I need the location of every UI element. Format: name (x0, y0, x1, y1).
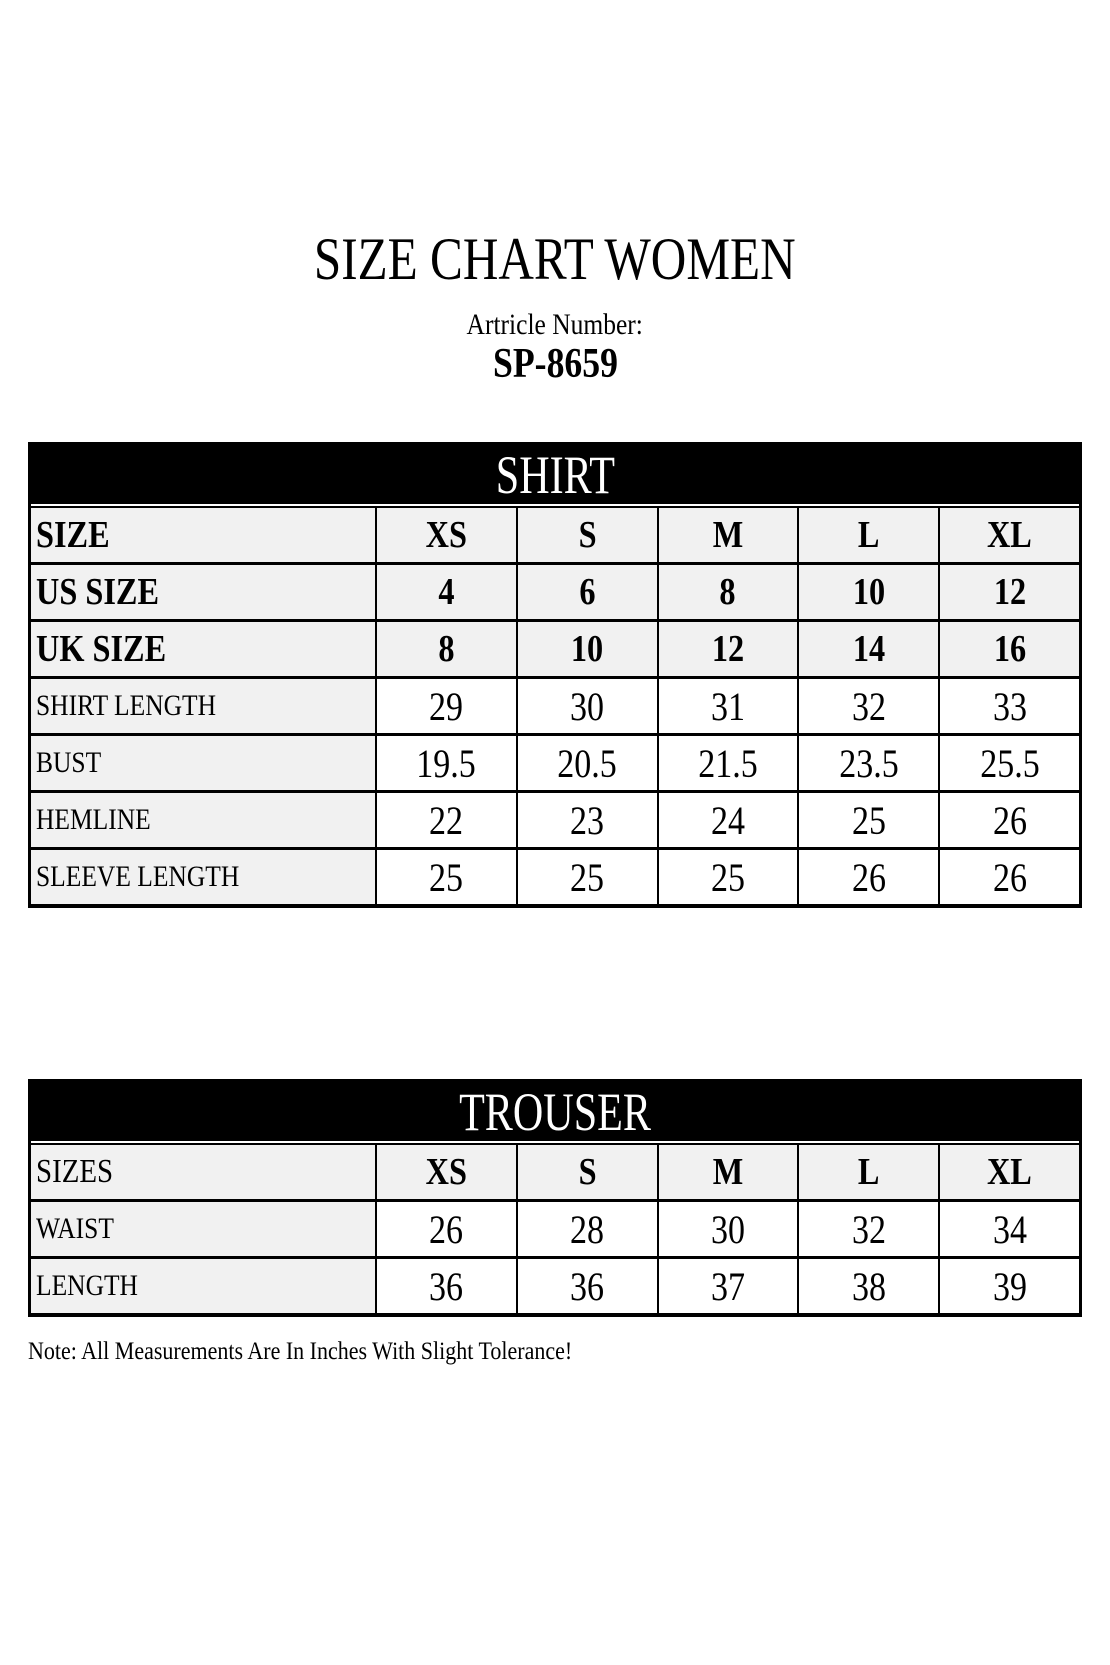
row-label: HEMLINE (36, 803, 151, 836)
value-cell: 21.5 (657, 736, 798, 790)
value-cell: 25 (516, 850, 657, 904)
shirt-table-banner: SHIRT (31, 445, 1079, 506)
value-cell: S (516, 508, 657, 562)
table-row (31, 1256, 1079, 1313)
row-label: SHIRT LENGTH (36, 689, 217, 722)
row-label: LENGTH (36, 1269, 138, 1302)
table-row (31, 847, 1079, 904)
article-number-label: Artricle Number: (466, 308, 644, 341)
value-cell: 19.5 (375, 736, 516, 790)
table-row (31, 1199, 1079, 1256)
value-cell: 36 (375, 1259, 516, 1313)
shirt-size-table (28, 442, 1082, 908)
value-cell: 23 (516, 793, 657, 847)
value-cell: 38 (797, 1259, 938, 1313)
value-cell: 10 (516, 622, 657, 676)
value-cell: 28 (516, 1202, 657, 1256)
value-cell: 25.5 (938, 736, 1079, 790)
row-label-cell (31, 850, 375, 904)
row-label-cell (31, 1145, 375, 1199)
value-cell: XS (375, 508, 516, 562)
row-label: SIZE (36, 514, 110, 556)
value-cell: 26 (938, 850, 1079, 904)
table-row (31, 733, 1079, 790)
value-cell: 22 (375, 793, 516, 847)
row-label: UK SIZE (36, 628, 167, 670)
value-cell: 6 (516, 565, 657, 619)
value-cell: 24 (657, 793, 798, 847)
value-cell: 14 (797, 622, 938, 676)
value-cell: L (797, 1145, 938, 1199)
value-cell: M (657, 508, 798, 562)
value-cell: L (797, 508, 938, 562)
value-cell: 25 (375, 850, 516, 904)
table-row (31, 506, 1079, 562)
row-label: WAIST (36, 1212, 114, 1245)
page-title: SIZE CHART WOMEN (314, 226, 796, 292)
row-label-cell (31, 679, 375, 733)
row-label-cell (31, 622, 375, 676)
trouser-table-banner: TROUSER (31, 1082, 1079, 1143)
table-row (31, 562, 1079, 619)
row-label-cell (31, 508, 375, 562)
value-cell: 29 (375, 679, 516, 733)
value-cell: XS (375, 1145, 516, 1199)
value-cell: XL (938, 1145, 1079, 1199)
value-cell: XL (938, 508, 1079, 562)
table-row (31, 619, 1079, 676)
table-row (31, 676, 1079, 733)
value-cell: 26 (797, 850, 938, 904)
value-cell: 8 (657, 565, 798, 619)
value-cell: M (657, 1145, 798, 1199)
row-label: SIZES (36, 1153, 114, 1190)
row-label: SLEEVE LENGTH (36, 860, 240, 893)
value-cell: 39 (938, 1259, 1079, 1313)
value-cell: 30 (516, 679, 657, 733)
value-cell: 8 (375, 622, 516, 676)
value-cell: S (516, 1145, 657, 1199)
row-label: US SIZE (36, 571, 159, 613)
value-cell: 33 (938, 679, 1079, 733)
value-cell: 34 (938, 1202, 1079, 1256)
value-cell: 31 (657, 679, 798, 733)
value-cell: 26 (375, 1202, 516, 1256)
value-cell: 10 (797, 565, 938, 619)
value-cell: 30 (657, 1202, 798, 1256)
row-label-cell (31, 736, 375, 790)
value-cell: 36 (516, 1259, 657, 1313)
row-label-cell (31, 1259, 375, 1313)
trouser-size-table (28, 1079, 1082, 1317)
article-number-value: SP-8659 (492, 341, 618, 387)
table-row (31, 1143, 1079, 1199)
row-label-cell (31, 565, 375, 619)
value-cell: 12 (657, 622, 798, 676)
value-cell: 32 (797, 679, 938, 733)
value-cell: 32 (797, 1202, 938, 1256)
table-row (31, 790, 1079, 847)
measurements-note: Note: All Measurements Are In Inches With Slight Tolerance! (28, 1338, 573, 1365)
value-cell: 25 (797, 793, 938, 847)
value-cell: 12 (938, 565, 1079, 619)
value-cell: 16 (938, 622, 1079, 676)
value-cell: 20.5 (516, 736, 657, 790)
row-label-cell (31, 1202, 375, 1256)
row-label: BUST (36, 746, 102, 779)
value-cell: 26 (938, 793, 1079, 847)
value-cell: 23.5 (797, 736, 938, 790)
value-cell: 25 (657, 850, 798, 904)
row-label-cell (31, 793, 375, 847)
value-cell: 37 (657, 1259, 798, 1313)
value-cell: 4 (375, 565, 516, 619)
